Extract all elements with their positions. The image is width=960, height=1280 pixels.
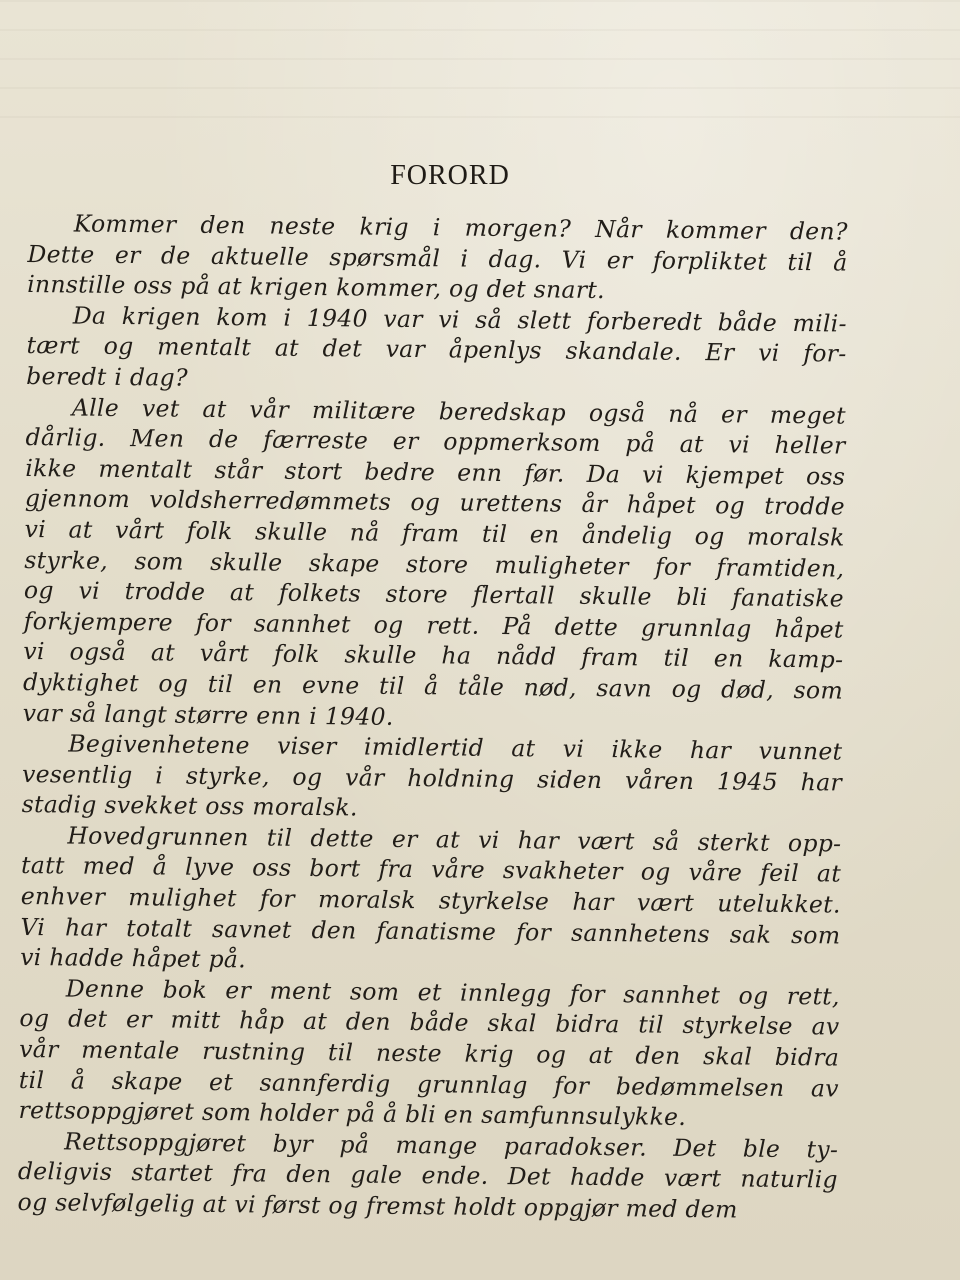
line-text: rettsoppgjøret som holder på å bli en samfunnsulykke. — [18, 1096, 687, 1132]
paragraph — [18, 973, 840, 1135]
paragraph — [17, 1126, 838, 1226]
line-text: stadig svekket oss moralsk. — [21, 790, 358, 822]
line-text: Dette er de aktuelle spørsmål i dag. Vi er forpliktet til å — [27, 239, 848, 277]
line-text: Hovedgrunnen til dette er at vi har vært så sterkt opp- — [67, 821, 842, 858]
paragraph — [20, 820, 842, 982]
line-text: vi også at vårt folk skulle ha nådd fram til en kamp- — [23, 637, 844, 674]
line-text: styrke, som skulle skape store muligheter for framtiden, — [24, 545, 845, 583]
line-text: vår mentale rustning til neste krig og at den skal bidra — [19, 1034, 840, 1072]
line-text: gjennom voldsherredømmets og urettens år håpet og trodde — [24, 484, 846, 521]
line-text: Begivenhetene viser imidlertid at vi ikke har vunnet — [68, 729, 843, 766]
line-text: deligvis startet fra den gale ende. Det hadde vært naturlig — [17, 1157, 839, 1194]
line-text: og selvfølgelig at vi først og fremst holdt oppgjør med dem — [17, 1187, 738, 1224]
line-text: dårlig. Men de færreste er oppmerksom på at vi heller — [25, 423, 846, 460]
line-text: Alle vet at vår militære beredskap også nå er meget — [71, 393, 847, 430]
body-text — [17, 208, 848, 1226]
line-text: Kommer den neste krig i morgen? Når kommer den? — [73, 209, 848, 246]
line-text: til å skape et sannferdig grunnlag for bedømmelsen av — [18, 1065, 839, 1103]
line-text: tatt med å lyve oss bort fra våre svakheter og våre feil at — [20, 851, 842, 889]
paragraph — [23, 392, 846, 737]
line-text: innstille oss på at krigen kommer, og det snart. — [27, 270, 606, 305]
line-text: enhver mulighet for moralsk styrkelse har vært utelukket. — [20, 882, 841, 919]
line-text: dyktighet og til en evne til å tåle nød, savn og død, som — [22, 667, 844, 705]
line-text: og vi trodde at folkets store flertall skulle bli fanatiske — [23, 576, 845, 613]
line-text: forkjempere for sannhet og rett. På dette grunnlag håpet — [23, 606, 844, 644]
line-text: ikke mentalt står stort bedre enn før. Da vi kjempet oss — [25, 453, 846, 491]
line-text: og det er mitt håp at den både skal bidra til styrkelse av — [19, 1004, 840, 1041]
line-text: Denne bok er ment som et innlegg for sannhet og rett, — [65, 974, 840, 1011]
chapter-heading: FORORD — [390, 160, 510, 191]
line-text: vi hadde håpet på. — [20, 943, 247, 974]
line-text: Da krigen kom i 1940 var vi så slett forberedt både mili- — [72, 301, 847, 338]
paragraph — [27, 208, 848, 308]
line-text: beredt i dag? — [26, 361, 189, 392]
line-text: tært og mentalt at det var åpenlys skandale. Er vi for- — [26, 331, 847, 368]
show-through-text — [0, 0, 960, 140]
paragraph — [22, 728, 843, 828]
line-text: Vi har totalt savnet den fanatisme for sannhetens sak som — [20, 912, 841, 950]
line-text: vi at vårt folk skulle nå fram til en åndelig og moralsk — [24, 514, 845, 552]
paragraph — [26, 300, 847, 400]
line-text: Rettsoppgjøret byr på mange paradokser. Det ble ty- — [64, 1127, 839, 1164]
line-text: vesentlig i styrke, og vår holdning siden våren 1945 har — [21, 759, 843, 797]
line-text: var så langt større enn i 1940. — [22, 698, 394, 731]
